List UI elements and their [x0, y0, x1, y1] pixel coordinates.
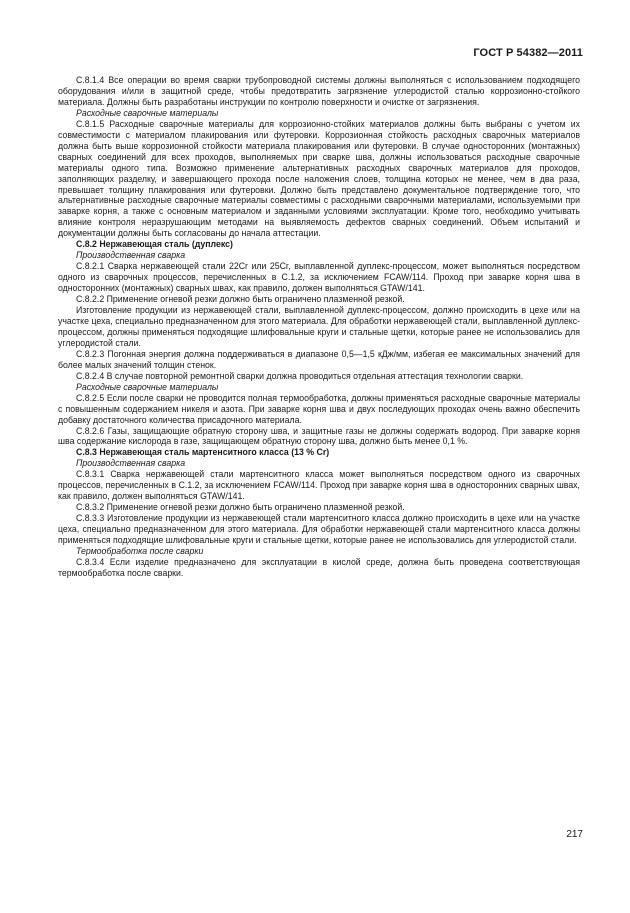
subheading-production-welding-2: Производственная сварка: [76, 458, 186, 469]
paragraph-c834: С.8.3.4 Если изделие предназначено для эксплуатации в кислой среде, должна быть проведена соответствующая термообработка после сварки.: [58, 556, 580, 578]
paragraph-c822: С.8.2.2 Применение огневой резки должно быть ограничено плазменной резкой.: [76, 294, 405, 305]
page-number: 217: [566, 829, 583, 840]
paragraph-c823: С.8.2.3 Погонная энергия должна поддерживаться в диапазоне 0,5—1,5 кДж/мм, избегая ее максимальных значений для более малых значений толщин стенок.: [58, 348, 580, 370]
paragraph-c833: С.8.3.3 Изготовление продукции из нержавеющей стали мартенситного класса должно происходить в цехе или на участке цеха, специально предназначенном для этого материала. Для обработки нержавеющей стали мартенситного класса должны применяться подходящие шлифовальные круги и стальные щетки, которые ранее не использовались для углеродистой стали.: [58, 513, 580, 546]
subheading-consumables: Расходные сварочные материалы: [76, 107, 219, 118]
paragraph-duplex-fabrication: Изготовление продукции из нержавеющей стали, выплавленной дуплекс-процессом, должно происходить в цехе или на участке цеха, специально предназначенном для этого материала. Для обработки нержавеющей стали, выплавленной дуплекс-процессом, должны применяться подходящие шлифовальные круги и стальные щетки, которые ранее не использовались для углеродистой стали.: [58, 305, 580, 348]
section-heading-c82: С.8.2 Нержавеющая сталь (дуплекс): [76, 239, 233, 250]
document-header: ГОСТ Р 54382—2011: [473, 47, 583, 59]
paragraph-c826: С.8.2.6 Газы, защищающие обратную сторону шва, и защитные газы не должны содержать водород. При заварке корня шва содержание кислорода в газе, защищающем обратную сторону шва, должно быть менее 0,1 %.: [58, 425, 580, 447]
paragraph-c824: С.8.2.4 В случае повторной ремонтной сварки должна проводиться отдельная аттестация технологии сварки.: [76, 370, 524, 381]
paragraph-c832: С.8.3.2 Применение огневой резки должно быть ограничено плазменной резкой.: [76, 502, 405, 513]
document-body: [58, 75, 580, 579]
paragraph-c815: С.8.1.5 Расходные сварочные материалы для коррозионно-стойких материалов должны быть выбраны с учетом их совместимости с материалом плакирования или футеровки. Коррозионная стойкость расходных сварочных материалов должна быть выше коррозионной стойкости материала плакирования или футеровки. В случае односторонних (монтажных) сварных соединений для всех проходов, выполняемых при сварке шва, должны использоваться расходные сварочные материалы одного типа. Возможно применение альтернативных расходных сварочных материалов для проходов, заполняющих разделку, и завершающего прохода после наложения слоев, толщина которых не менее, чем в два раза, превышает толщину плакирования или футеровки. Должно быть представлено документальное подтверждение того, что альтернативные расходные сварочные материалы совместимы с расходными сварочными материалами, используемыми при заварке корня, а также с основным материалом и заданными условиями эксплуатации. Кроме того, необходимо учитывать влияние контроля неразрушающим методами на выявляемость дефектов сварных соединений. Объем испытаний и документации должны быть согласованы до начала аттестации.: [58, 118, 580, 239]
section-heading-c83: С.8.3 Нержавеющая сталь мартенситного класса (13 % Cr): [76, 447, 330, 458]
subheading-post-weld-heat-treatment: Термообработка после сварки: [76, 545, 204, 556]
paragraph-c821: С.8.2.1 Сварка нержавеющей стали 22Cr или 25Cr, выплавленной дуплекс-процессом, может выполняться посредством одного из сварочных процессов, перечисленных в С.1.2, за исключением FCAW/114. Проход при заварке корня шва в односторонних (монтажных) сварных швах, как правило, должен выполняться GTAW/141.: [58, 261, 580, 294]
paragraph-c825: С.8.2.5 Если после сварки не проводится полная термообработка, должны применяться расходные сварочные материалы с повышенным содержанием никеля и азота. При заварке корня шва и двух последующих проходах очень важно обеспечить добавку достаточного количества присадочного материала.: [58, 392, 580, 425]
paragraph-c814: С.8.1.4 Все операции во время сварки трубопроводной системы должны выполняться с использованием подходящего оборудования и/или в защитной среде, чтобы предотвратить загрязнение углеродистой сталью коррозионно-стойкого материала. Должны быть разработаны инструкции по контролю поверхности и очистке от загрязнения.: [58, 75, 580, 107]
subheading-consumables-2: Расходные сварочные материалы: [76, 381, 219, 392]
subheading-production-welding: Производственная сварка: [76, 250, 186, 261]
paragraph-c831: С.8.3.1 Сварка нержавеющей стали мартенситного класса может выполняться посредством одного из сварочных процессов, перечисленных в С.1.2, за исключением FCAW/114. Проход при заварке корня шва в односторонних сварных швах, как правило, должен выполняться GTAW/141.: [58, 469, 580, 502]
